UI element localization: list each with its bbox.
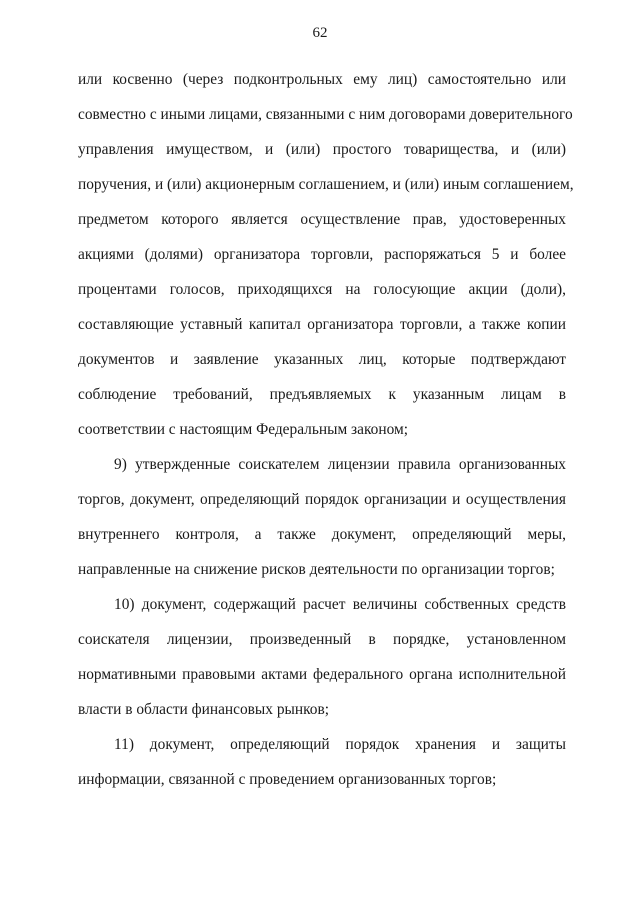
text-line: нормативными правовыми актами федерального органа исполнительной [78,666,566,683]
text-line: составляющие уставный капитал организатора торговли, а также копии [78,316,566,333]
text-line: предметом которого является осуществление прав, удостоверенных [78,211,566,228]
paragraph-11-first-line: 11) документ, определяющий порядок хранения и защиты [114,736,566,753]
text-line: соблюдение требований, предъявляемых к указанным лицам в [78,386,566,403]
text-line: торгов, документ, определяющий порядок организации и осуществления [78,491,566,508]
text-line: внутреннего контроля, а также документ, определяющий меры, [78,526,566,543]
text-line: совместно с иными лицами, связанными с ним договорами доверительного [78,106,573,123]
text-line: власти в области финансовых рынков; [78,701,330,718]
text-line: направленные на снижение рисков деятельности по организации торгов; [78,561,555,578]
text-line: или косвенно (через подконтрольных ему лиц) самостоятельно или [78,71,566,88]
text-line: информации, связанной с проведением организованных торгов; [78,771,497,788]
text-line: процентами голосов, приходящихся на голосующие акции (доли), [78,281,566,298]
text-line: поручения, и (или) акционерным соглашением, и (или) иным соглашением, [78,176,574,193]
text-line: управления имуществом, и (или) простого товарищества, и (или) [78,141,566,158]
text-line: документов и заявление указанных лиц, которые подтверждают [78,351,566,368]
text-line: акциями (долями) организатора торговли, распоряжаться 5 и более [78,246,566,263]
page-number: 62 [312,25,328,41]
paragraph-10-first-line: 10) документ, содержащий расчет величины собственных средств [114,596,566,613]
text-line: соответствии с настоящим Федеральным законом; [78,421,408,438]
text-line: соискателя лицензии, произведенный в порядке, установленном [78,631,566,648]
paragraph-9-first-line: 9) утвержденные соискателем лицензии правила организованных [114,456,566,473]
